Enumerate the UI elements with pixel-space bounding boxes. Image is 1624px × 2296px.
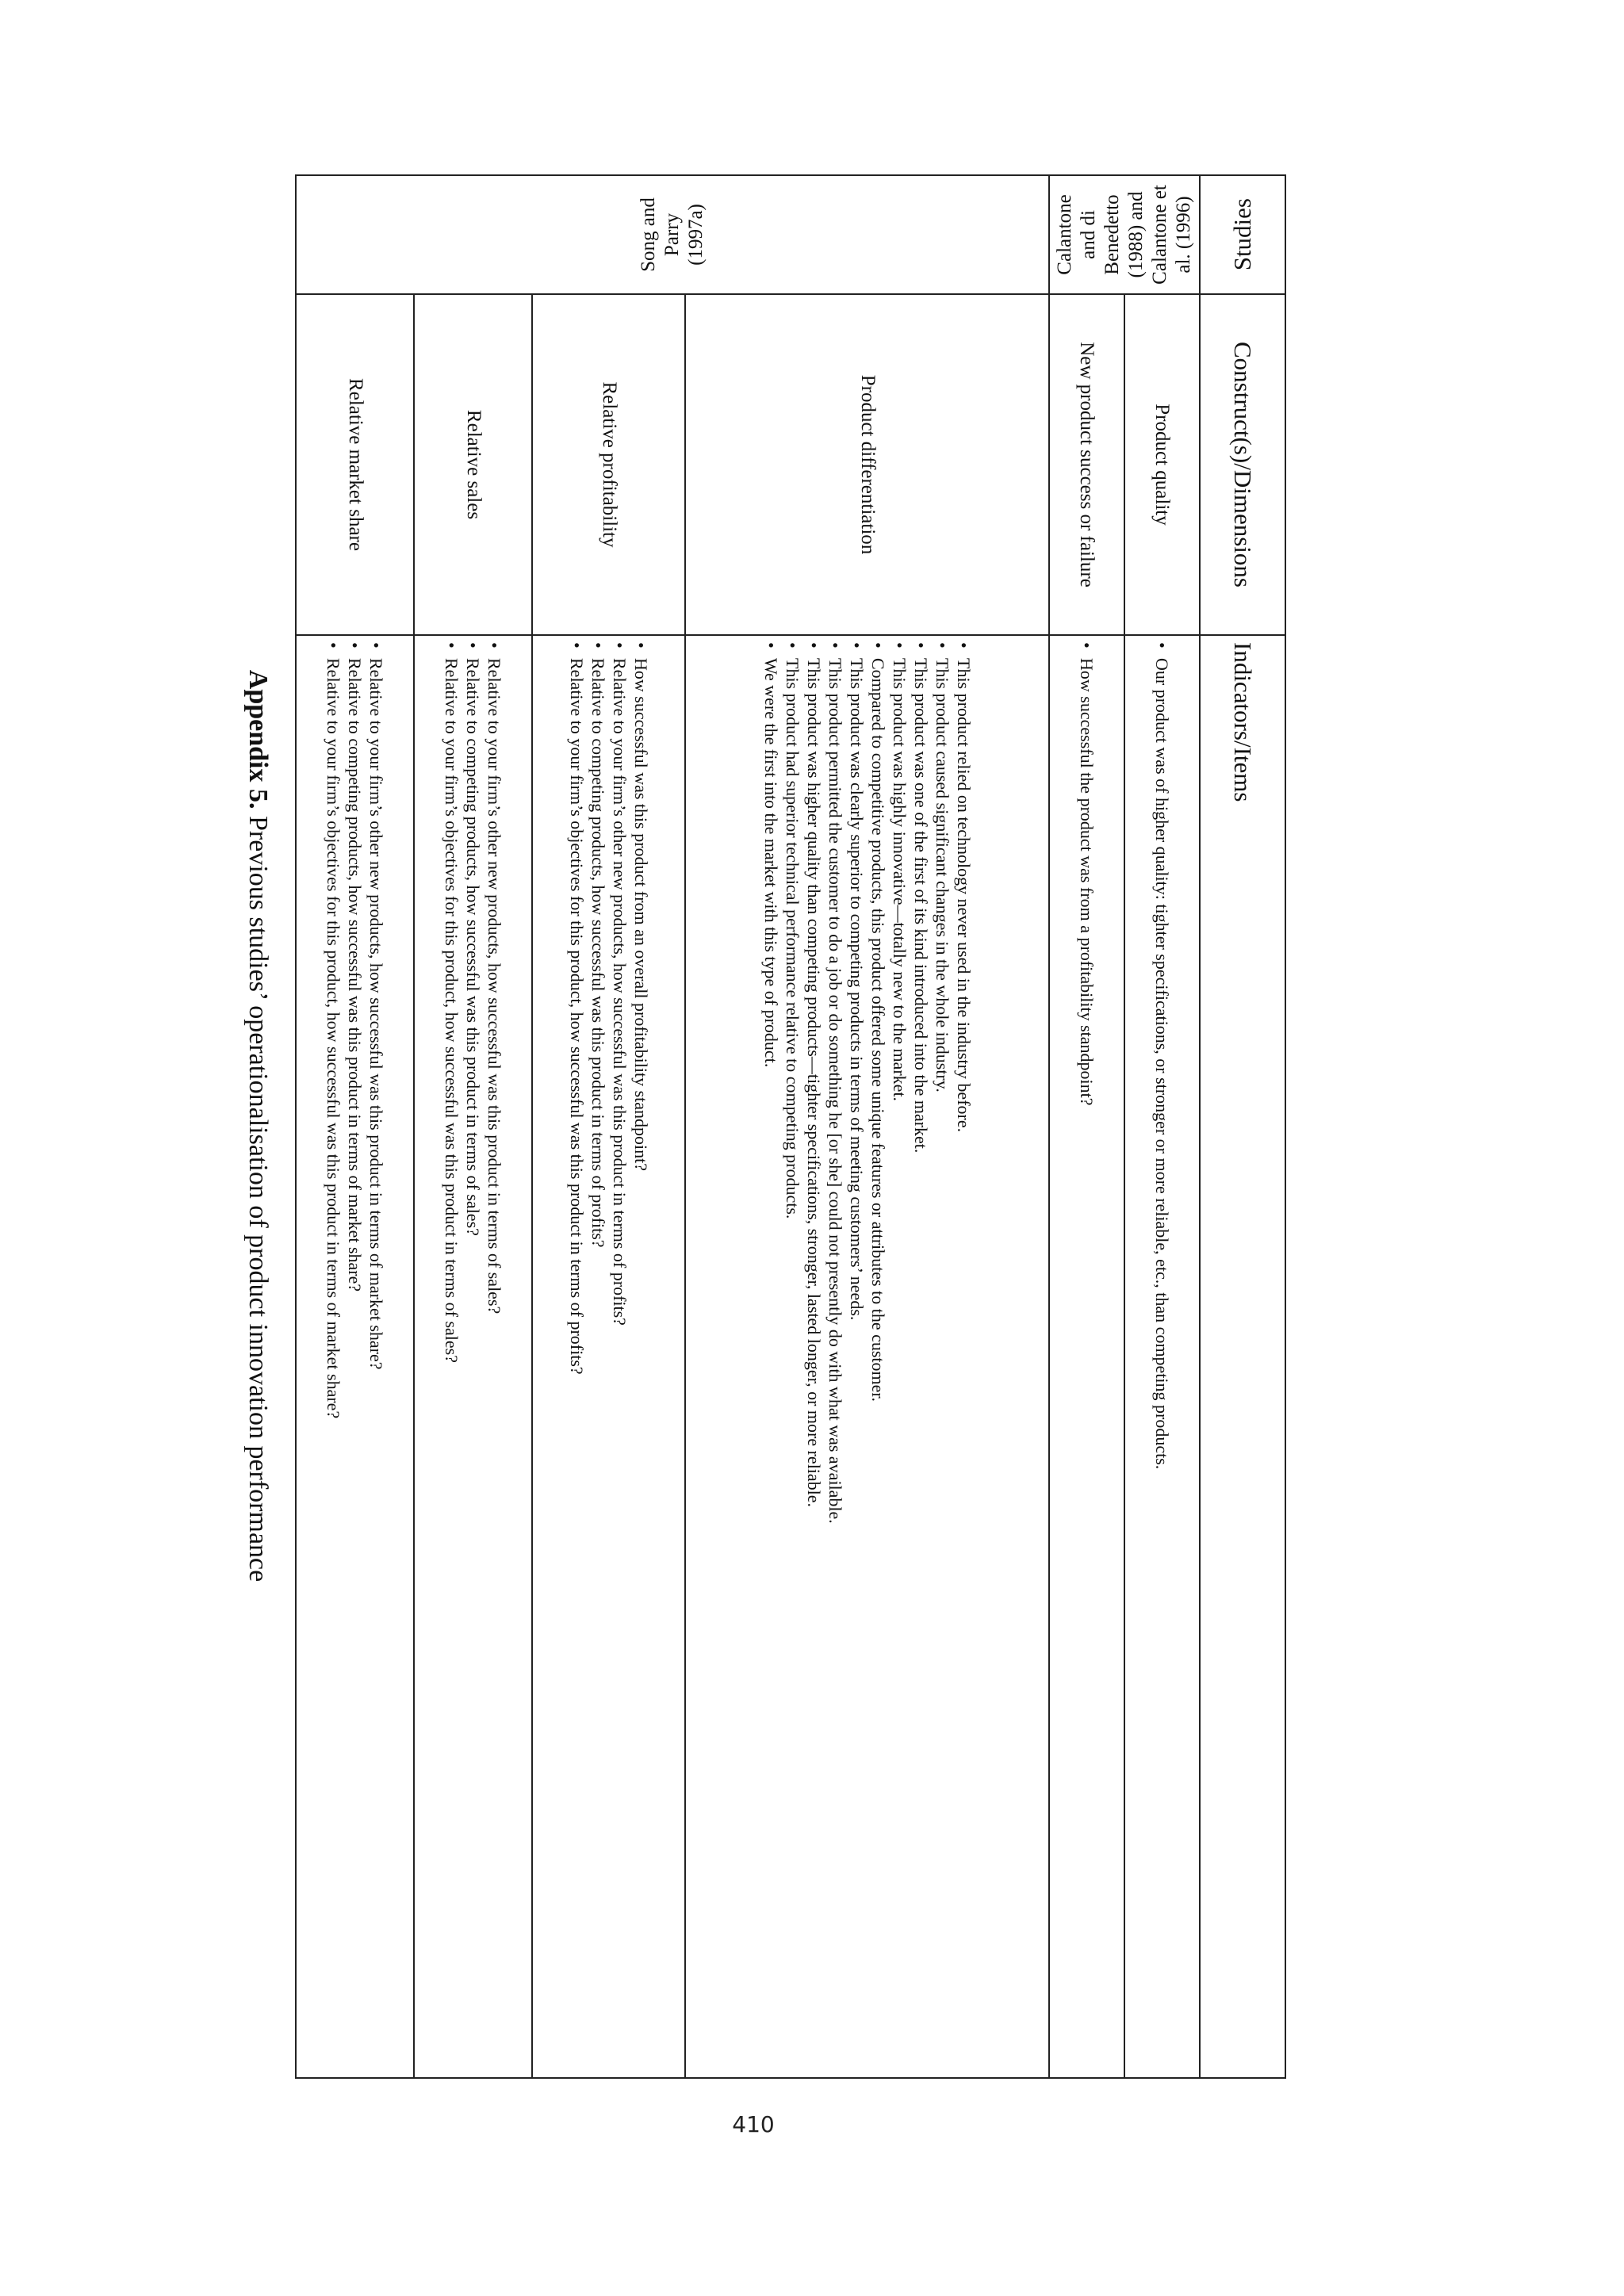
list-item: • This product permitted the customer to do a job or do something he [or she] could not presently do with what was available. bbox=[825, 642, 846, 2071]
list-item: • This product was highly innovative—totally new to the market. bbox=[889, 642, 910, 2071]
construct-cell: New product success or failure bbox=[1049, 294, 1124, 635]
items-cell bbox=[296, 635, 414, 2078]
construct-cell: Relative market share bbox=[296, 294, 414, 635]
items-cell bbox=[414, 635, 532, 2078]
innovation-performance-table bbox=[295, 174, 1286, 2079]
header-studies bbox=[1200, 175, 1285, 294]
header-items: Indicators/Items bbox=[1200, 635, 1285, 2078]
header-studies-label: Studies bbox=[1228, 198, 1256, 271]
list-item: • How successful was this product from an overall profitability standpoint? bbox=[630, 642, 652, 2071]
table-row bbox=[1124, 175, 1200, 2078]
list-item: • Relative to competing products, how successful was this product in terms of profits? bbox=[588, 642, 609, 2071]
table-header-row bbox=[1200, 175, 1285, 2078]
items-cell bbox=[1049, 635, 1124, 2078]
list-item: • How successful the product was from a profitability standpoint? bbox=[1076, 642, 1097, 2071]
table-row bbox=[1049, 175, 1124, 2078]
list-item: • This product was one of the first of its kind introduced into the market. bbox=[910, 642, 932, 2071]
items-cell bbox=[1124, 635, 1200, 2078]
list-item: • This product had superior technical performance relative to competing products. bbox=[782, 642, 803, 2071]
appendix-caption: Previous studies’ operationalisation of product innovation performance bbox=[243, 816, 273, 1582]
appendix-title bbox=[242, 174, 274, 2077]
list-item: • Relative to your firm’s objectives for this product, how successful was this product in terms of profits? bbox=[566, 642, 588, 2071]
rotated-page-content bbox=[182, 174, 1293, 2141]
table-row bbox=[296, 175, 414, 2078]
list-item: • Relative to your firm’s other new products, how successful was this product in terms of profits? bbox=[609, 642, 630, 2071]
study-cell bbox=[296, 175, 1049, 294]
construct-cell: Relative profitability bbox=[532, 294, 685, 635]
list-item: • Relative to competing products, how successful was this product in terms of market share? bbox=[344, 642, 366, 2071]
list-item: • Our product was of higher quality: tighter specifications, or stronger or more reliable, etc., than competing products. bbox=[1151, 642, 1173, 2071]
table-row bbox=[685, 175, 1049, 2078]
items-cell bbox=[685, 635, 1049, 2078]
construct-cell: Relative sales bbox=[414, 294, 532, 635]
list-item: • Relative to your firm’s other new products, how successful was this product in terms of sales? bbox=[484, 642, 505, 2071]
list-item: • This product was higher quality than competing products—tighter specifications, stronger, lasted longer, or more reliable. bbox=[803, 642, 825, 2071]
list-item: • Compared to competitive products, this product offered some unique features or attributes to the customer. bbox=[868, 642, 889, 2071]
construct-cell: Product quality bbox=[1124, 294, 1200, 635]
list-item: • Relative to your firm’s objectives for this product, how successful was this product in terms of market share? bbox=[323, 642, 344, 2071]
list-item: • Relative to your firm’s objectives for this product, how successful was this product in terms of sales? bbox=[441, 642, 462, 2071]
table-row bbox=[532, 175, 685, 2078]
list-item: • This product was clearly superior to competing products in terms of meeting customers’ needs. bbox=[846, 642, 868, 2071]
study-cell bbox=[1049, 175, 1200, 294]
appendix-label: Appendix 5. bbox=[243, 669, 273, 809]
list-item: • We were the first into the market with this type of product. bbox=[760, 642, 782, 2071]
header-construct: Construct(s)/Dimensions bbox=[1200, 294, 1285, 635]
items-cell bbox=[532, 635, 685, 2078]
construct-cell: Product differentiation bbox=[685, 294, 1049, 635]
study-name: Calantone and di Benedetto (1988) and Calantone et al. (1996) bbox=[1054, 185, 1194, 285]
list-item: • Relative to competing products, how successful was this product in terms of sales? bbox=[462, 642, 484, 2071]
list-item: • This product caused significant changes in the whole industry. bbox=[932, 642, 953, 2071]
study-name: Song and Parry (1997a) bbox=[638, 197, 707, 272]
table-row bbox=[414, 175, 532, 2078]
page-number: 410 bbox=[732, 2111, 775, 2137]
list-item: • This product relied on technology never used in the industry before. bbox=[953, 642, 975, 2071]
list-item: • Relative to your firm’s other new products, how successful was this product in terms of market share? bbox=[366, 642, 387, 2071]
